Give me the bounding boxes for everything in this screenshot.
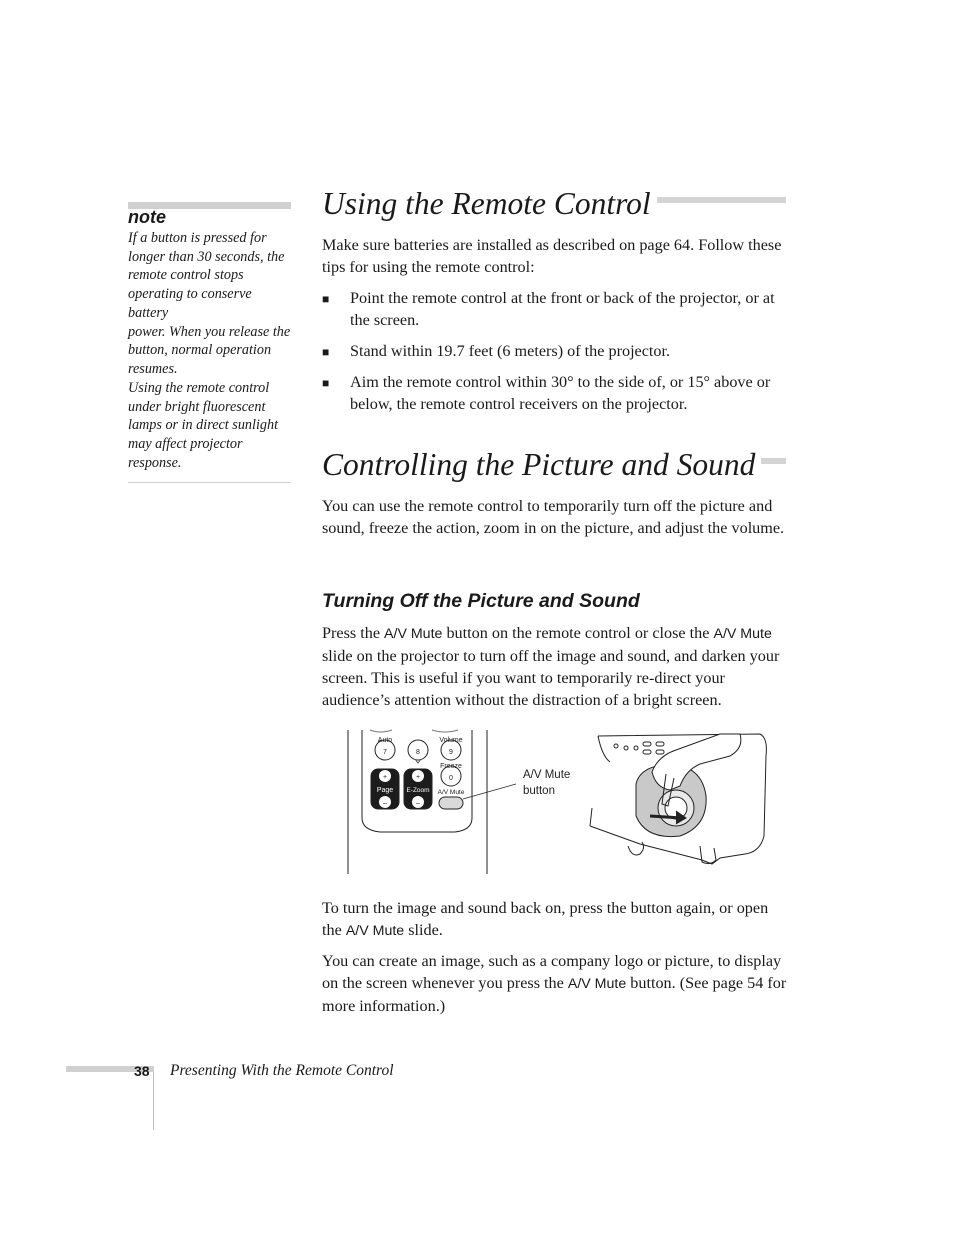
bullet-marker: ■ — [322, 292, 330, 306]
note-line: may affect projector — [128, 436, 243, 453]
av-mute-illustration — [340, 726, 770, 876]
projector-drawing — [590, 734, 766, 864]
remote-key-7: 7 — [383, 749, 387, 756]
remote-label-avmute: A/V Mute — [437, 789, 465, 796]
text-run: You can create an image, such as a company logo or picture, to display on the screen whenever you press the — [322, 952, 782, 992]
remote-key-8: 8 — [416, 749, 420, 756]
remote-plus: + — [415, 774, 421, 781]
av-mute-button-shape — [439, 797, 463, 809]
section2-intro: You can use the remote control to temporarily turn off the picture and sound, freeze the action, zoom in on the picture, and adjust the volume. — [322, 497, 785, 537]
remote-plus: + — [382, 774, 388, 781]
remote-key-0: 0 — [449, 775, 453, 782]
bullet-marker: ■ — [322, 345, 330, 359]
bullet-marker: ■ — [322, 376, 330, 390]
note-title: note — [128, 207, 166, 227]
remote-label-freeze: Freeze — [440, 763, 462, 770]
text-run: slide. — [404, 921, 443, 939]
note-line: remote control stops — [128, 267, 244, 284]
subsection-heading: Turning Off the Picture and Sound — [322, 590, 640, 612]
note-line: Using the remote control — [128, 380, 270, 396]
note-line: If a button is pressed for — [128, 230, 267, 246]
remote-label-volume: Volume — [439, 737, 463, 744]
button-name: A/V Mute — [384, 626, 443, 642]
section1-intro: Make sure batteries are installed as described on page 64. Follow these tips for using the remote control: — [322, 236, 782, 276]
remote-minus: – — [383, 800, 387, 807]
text-run: Press the — [322, 624, 385, 642]
note-line: longer than 30 seconds, the — [128, 248, 285, 265]
note-line: response. — [128, 454, 182, 471]
page-number: 38 — [134, 1063, 150, 1079]
remote-label-page: Page — [376, 787, 394, 794]
note-paragraph-2 — [128, 379, 292, 473]
text-run: To turn the image and sound back on, press the button again, or open the — [322, 899, 769, 939]
callout-line: button — [523, 785, 555, 797]
footer-divider — [153, 1072, 154, 1130]
remote-key-9: 9 — [449, 749, 453, 756]
button-name: A/V Mute — [345, 923, 405, 939]
note-paragraph-1 — [128, 229, 292, 379]
callout-leader-line — [463, 784, 516, 799]
remote-label-auto: Auto — [377, 737, 393, 744]
note-line: button, normal operation — [128, 342, 272, 359]
figure-callout-label — [523, 767, 570, 799]
footer-chapter-title: Presenting With the Remote Control — [170, 1062, 394, 1079]
bullet-text: Point the remote control at the front or back of the projector, or at the screen. — [350, 289, 775, 329]
subsection-paragraph-3 — [322, 950, 788, 1017]
bullet-text: Aim the remote control within 30° to the side of, or 15° above or below, the remote control receivers on the projector. — [350, 373, 771, 413]
note-line: operating to conserve battery — [128, 286, 252, 321]
text-run: slide on the projector to turn off the image and sound, and darken your screen. This is useful if you want to temporarily re-direct your audience’s attention without the distraction of a bright screen. — [322, 647, 780, 709]
note-line: power. When you release the — [128, 323, 291, 340]
note-line: resumes. — [128, 360, 178, 377]
remote-label-ezoom: E-Zoom — [406, 787, 430, 794]
note-divider — [128, 482, 291, 483]
text-run: button on the remote control or close the — [442, 624, 714, 642]
section-heading-remote-control: Using the Remote Control — [322, 186, 657, 222]
button-name: A/V Mute — [713, 626, 772, 642]
note-line: lamps or in direct sunlight — [128, 417, 279, 434]
button-name: A/V Mute — [567, 976, 627, 992]
callout-line: A/V Mute — [523, 769, 571, 781]
text-run: button. (See page 54 for more information.) — [322, 974, 787, 1015]
subsection-paragraph-1 — [322, 622, 788, 711]
section-heading-picture-sound: Controlling the Picture and Sound — [322, 447, 761, 483]
remote-minus: – — [416, 800, 420, 807]
bullet-text: Stand within 19.7 feet (6 meters) of the projector. — [350, 342, 671, 360]
note-line: under bright fluorescent — [128, 398, 266, 415]
subsection-paragraph-2 — [322, 897, 788, 942]
